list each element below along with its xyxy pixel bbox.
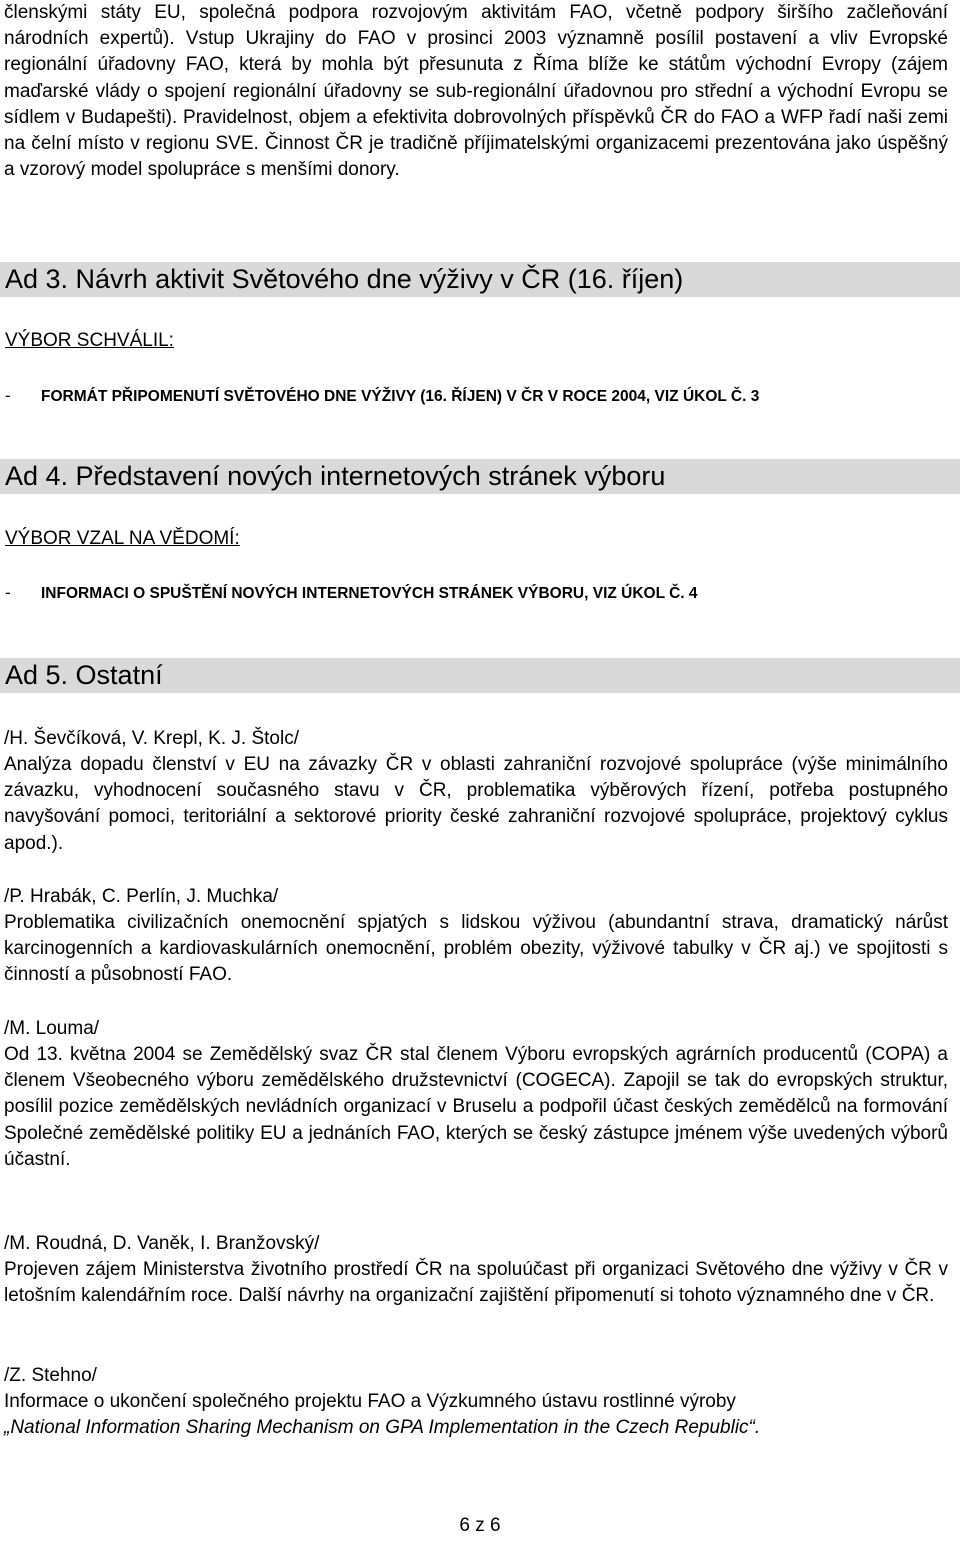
ad3-heading: Ad 3. Návrh aktivit Světového dne výživy v ČR (16. říjen) [0,262,960,297]
item-names: /H. Ševčíková, V. Krepl, K. J. Štolc/ [4,728,299,749]
bullet-dash: - [5,386,11,405]
ad5-item-3 [0,1016,952,1173]
ad3-subheading: VÝBOR SCHVÁLIL: [5,330,174,351]
item-text: Informace o ukončení společného projektu FAO a Výzkumného ústavu rostlinné výroby [4,1391,736,1412]
item-text: Problematika civilizačních onemocnění spjatých s lidskou výživou (abundantní strava, dramatický nárůst karcinogenních a kardiovaskulárních onemocnění, problém obezity, výživové tabulky v ČR aj.) ve spojitosti s činností a působností FAO. [4,912,948,986]
intro-paragraph: členskými státy EU, společná podpora rozvojovým aktivitám FAO, včetně podpory širšího začleňování národních expertů). Vstup Ukrajiny do FAO v prosinci 2003 významně posílil postavení a vliv Evropské regionální úřadovny FAO, která by mohla být přesunuta z Říma blíže ke státům východní Evropy (zájem maďarské vlády o spojení regionální úřadovny se sub-regionální úřadovnou pro střední a východní Evropu se sídlem v Budapešti). Pravidelnost, objem a efektivita dobrovolných příspěvků ČR do FAO a WFP řadí naši zemi na čelní místo v regionu SVE. Činnost ČR je tradičně příjimatelskými organizacemi prezentována jako úspěšný a vzorový model spolupráce s menšími donory. [4,2,948,181]
item-names: /P. Hrabák, C. Perlín, J. Muchka/ [4,886,279,907]
ad5-item-1 [0,726,952,857]
item-quote-line [0,1415,952,1441]
ad3-bullet [5,383,759,410]
ad5-heading: Ad 5. Ostatní [0,658,960,693]
bullet-dash: - [5,583,11,602]
item-text: Projeven zájem Ministerstva životního prostředí ČR na spoluúčast při organizaci Světového dne výživy v ČR v letošním kalendářním roce. Další návrhy na organizační zajištění připomenutí si tohoto významného dne v ČR. [4,1259,948,1307]
item-text: Analýza dopadu členství v EU na závazky ČR v oblasti zahraniční rozvojové spolupráce (výše minimálního závazku, vyhodnocení současného stavu v ČR, problematika výběrových řízení, potřeba postupného navyšování pomoci, teritoriální a sektorové priority české zahraniční rozvojové spolupráce, projektový cyklus apod.). [4,754,948,854]
intro-paragraph-block [0,0,952,183]
ad5-item-5 [0,1363,952,1441]
ad4-bullet-text: INFORMACI O SPUŠTĚNÍ NOVÝCH INTERNETOVÝCH STRÁNEK VÝBORU, VIZ ÚKOL Č. 4 [41,585,698,602]
page-number: 6 z 6 [459,1515,501,1536]
item-quote: „National Information Sharing Mechanism on GPA Implementation in the Czech Republic“. [4,1417,761,1439]
ad5-item-4 [0,1231,952,1309]
ad4-heading: Ad 4. Představení nových internetových stránek výboru [0,459,960,494]
item-text: Od 13. května 2004 se Zemědělský svaz ČR stal členem Výboru evropských agrárních producentů (COPA) a členem Všeobecného výboru zemědělského družstevnictví (COGECA). Zapojil se tak do evropských struktur, posílil pozice zemědělských nevládních organizací v Bruselu a podpořil účast českých zemědělců na formování Společné zemědělské politiky EU a jednáních FAO, kterých se český zástupce jménem výše uvedených výborů účastní. [4,1044,948,1170]
item-names: /Z. Stehno/ [4,1365,97,1386]
ad5-item-2 [0,884,952,989]
item-names: /M. Louma/ [4,1018,100,1039]
ad4-subheading: VÝBOR VZAL NA VĚDOMÍ: [5,528,240,549]
item-names: /M. Roudná, D. Vaněk, I. Branžovský/ [4,1233,320,1254]
ad3-bullet-text: FORMÁT PŘIPOMENUTÍ SVĚTOVÉHO DNE VÝŽIVY (16. ŘÍJEN) V ČR V ROCE 2004, VIZ ÚKOL Č. 3 [41,388,760,405]
ad4-bullet [5,580,698,607]
